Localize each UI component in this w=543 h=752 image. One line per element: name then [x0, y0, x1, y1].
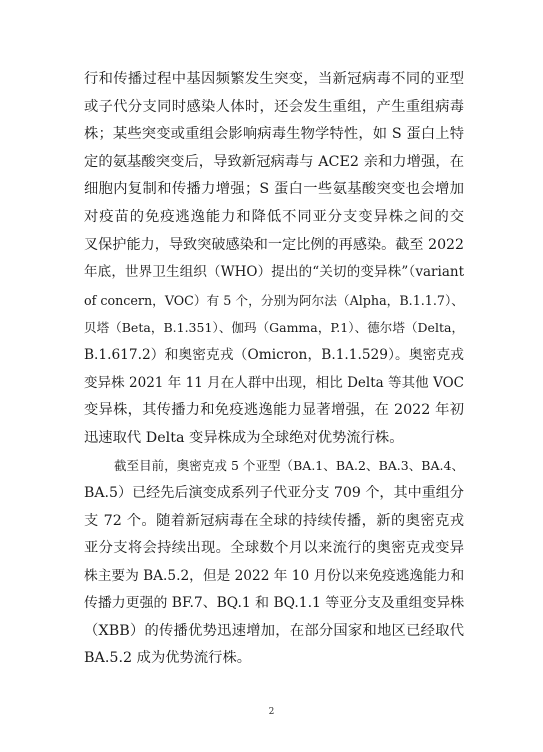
text-line: 细胞内复制和传播力增强；S 蛋白一些氨基酸突变也会增加 — [84, 181, 464, 198]
text-line: 截至目前，奥密克戎 5 个亚型（BA.1、BA.2、BA.3、BA.4、 — [114, 458, 464, 474]
text-line: 年底，世界卫生组织（WHO）提出的“关切的变异株”（variant — [84, 264, 464, 281]
text-line: B.1.617.2）和奥密克戎（Omicron，B.1.1.529）。奥密克戎 — [84, 346, 464, 363]
text-line: 变异株 2021 年 11 月在人群中出现，相比 Delta 等其他 VOC — [84, 374, 464, 391]
text-line: 亚分支将会持续出现。全球数个月以来流行的奥密克戎变异 — [84, 540, 464, 557]
text-line: 对疫苗的免疫逃逸能力和降低不同亚分支变异株之间的交 — [84, 208, 464, 225]
text-line: of concern，VOC）有 5 个，分别为阿尔法（Alpha，B.1.1.7）、 — [84, 292, 464, 308]
text-line: 支 72 个。随着新冠病毒在全球的持续传播，新的奥密克戎 — [84, 512, 464, 529]
text-line: 定的氨基酸突变后，导致新冠病毒与 ACE2 亲和力增强，在 — [84, 153, 464, 170]
text-line: BA.5）已经先后演变成系列子代亚分支 709 个，其中重组分 — [84, 484, 464, 501]
text-line: 株主要为 BA.5.2，但是 2022 年 10 月份以来免疫逃逸能力和 — [84, 567, 465, 584]
text-line: 传播力更强的 BF.7、BQ.1 和 BQ.1.1 等亚分支及重组变异株 — [84, 595, 465, 612]
text-line: 叉保护能力，导致突破感染和一定比例的再感染。截至 2022 — [84, 236, 464, 253]
paragraph-variants-overview — [84, 66, 464, 452]
body-text — [84, 66, 464, 673]
text-line: （XBB）的传播优势迅速增加，在部分国家和地区已经取代 — [84, 622, 464, 639]
page-number: 2 — [268, 707, 275, 717]
text-line: 或子代分支同时感染人体时，还会发生重组，产生重组病毒 — [84, 98, 464, 115]
text-line: 迅速取代 Delta 变异株成为全球绝对优势流行株。 — [84, 429, 404, 446]
text-line: 行和传播过程中基因频繁发生突变，当新冠病毒不同的亚型 — [84, 71, 464, 87]
text-line: BA.5.2 成为优势流行株。 — [84, 650, 252, 667]
paragraph-omicron-subvariants — [84, 452, 464, 673]
text-line: 贝塔（Beta，B.1.351）、伽玛（Gamma，P.1）、德尔塔（Delta， — [84, 320, 464, 336]
text-line: 变异株，其传播力和免疫逃逸能力显著增强，在 2022 年初 — [84, 402, 464, 419]
text-line: 株；某些突变或重组会影响病毒生物学特性，如 S 蛋白上特 — [84, 126, 464, 143]
